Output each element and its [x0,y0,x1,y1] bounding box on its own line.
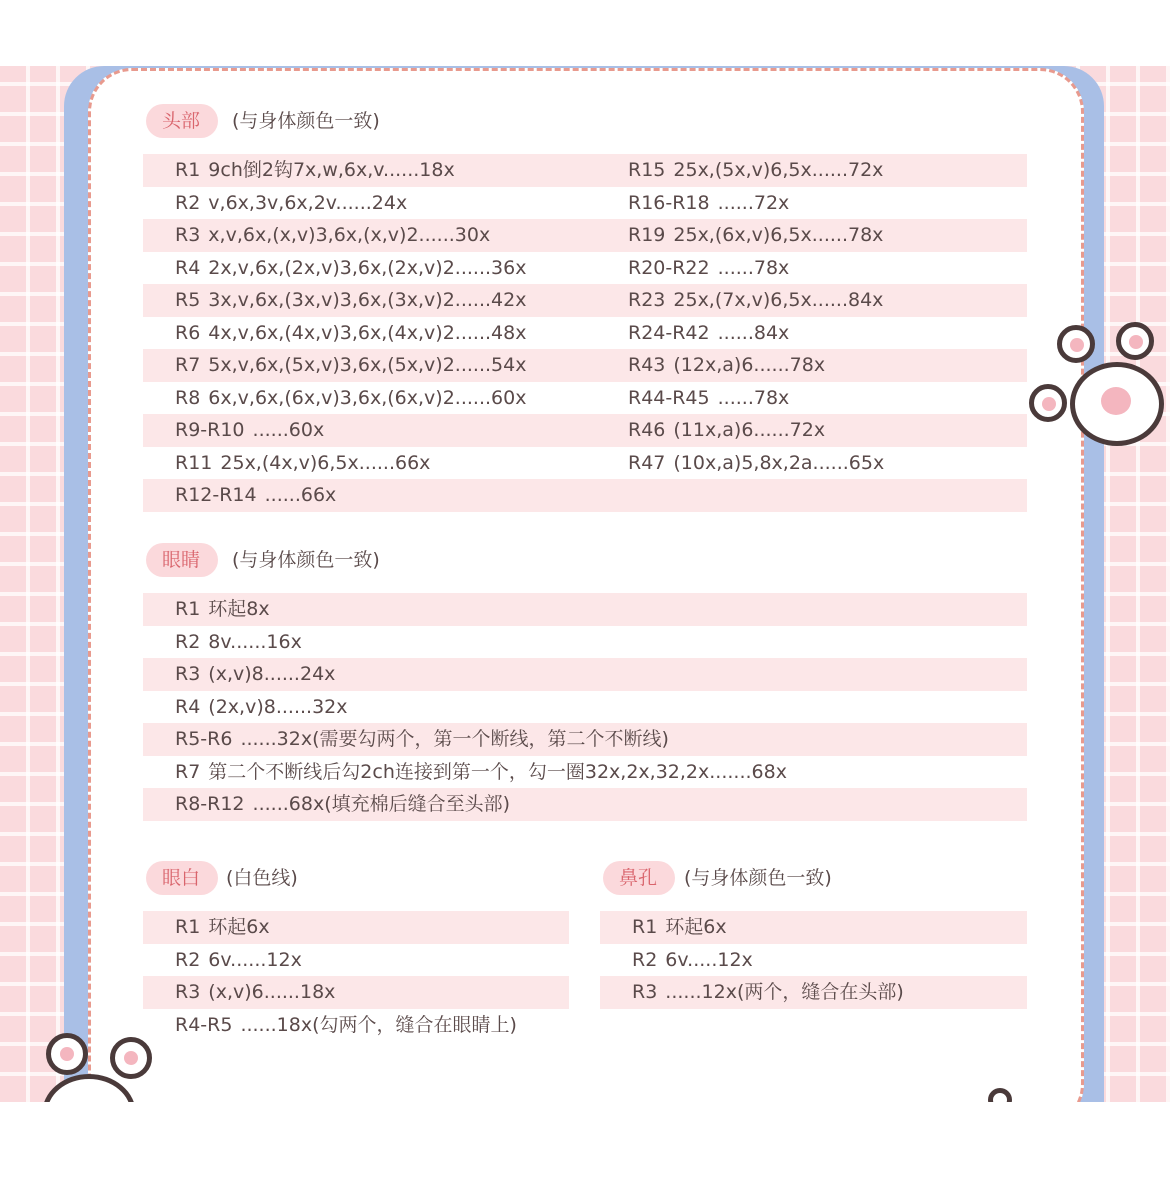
row-label: R3 [175,224,201,246]
row-label: R1 [632,916,658,938]
row-label: R5 [175,289,201,311]
row-right [628,187,789,220]
row-text: (x,v)8......24x [208,663,336,685]
row-text: 9ch倒2钩7x,w,6x,v......18x [208,159,455,181]
row-right [628,447,884,480]
row-right [628,414,825,447]
pattern-row [143,976,569,1009]
row-label: R24-R42 [628,321,710,344]
row-label: R5-R6 [175,728,233,750]
pattern-row [143,317,1027,350]
row-right [628,252,789,285]
row-label: R20-R22 [628,256,710,279]
row-label: R12-R14 [175,484,257,506]
row-left [175,317,526,350]
pattern-row [143,187,1027,220]
paw-toe-icon [110,1037,152,1079]
pattern-row [143,626,1027,659]
row-text: 2x,v,6x,(2x,v)3,6x,(2x,v)2......36x [208,256,527,279]
row-label: R23 [628,289,666,311]
pattern-row [143,911,569,944]
pattern-row [143,382,1027,415]
row-label: R16-R18 [628,191,710,214]
row-label: R4 [175,695,201,718]
section-note-head: (与身体颜色一致) [232,110,380,132]
pattern-row [143,788,1027,821]
section-tag-eye-white: 眼白 [146,861,218,895]
row-text: v,6x,3v,6x,2v......24x [208,191,408,214]
paw-toe-icon [1057,325,1095,363]
row-text: ......72x [717,191,790,214]
row-left [175,479,336,512]
row-text: 6x,v,6x,(6x,v)3,6x,(6x,v)2......60x [208,386,527,409]
row-right [628,317,789,350]
row-right [628,219,883,252]
pattern-row [143,284,1027,317]
row-left [175,349,526,382]
row-text: 5x,v,6x,(5x,v)3,6x,(5x,v)2......54x [208,354,527,376]
row-label: R1 [175,598,201,620]
row-text: (x,v)6......18x [208,981,336,1003]
pattern-row [143,1009,569,1042]
row-label: R4 [175,256,201,279]
row-text: ......78x [717,256,790,279]
row-text: (2x,v)8......32x [208,695,348,718]
pattern-row [600,944,1027,977]
pattern-row [143,691,1027,724]
row-text: 25x,(5x,v)6,5x......72x [673,159,884,181]
pattern-row [143,944,569,977]
pattern-row [143,447,1027,480]
row-text: ......18x(勾两个，缝合在眼睛上) [240,1013,517,1036]
pattern-row [600,976,1027,1009]
row-left [175,154,455,187]
row-label: R2 [632,948,658,971]
row-left [175,284,526,317]
row-label: R8-R12 [175,793,245,815]
row-text: (10x,a)5,8x,2a......65x [673,451,885,474]
row-text: ......78x [717,386,790,409]
row-label: R46 [628,419,666,441]
row-text: ......66x [264,484,337,506]
row-label: R8 [175,386,201,409]
nostril-rows [600,911,1027,1009]
row-label: R1 [175,916,201,938]
paw-toe-icon [46,1033,88,1075]
pattern-row [143,479,1027,512]
pattern-row [143,154,1027,187]
row-text: 6v......12x [208,948,302,971]
row-left [175,414,324,447]
row-text: (11x,a)6......72x [673,419,826,441]
paw-toe-icon [1029,384,1067,422]
row-label: R11 [175,451,213,474]
row-text: ......12x(两个，缝合在头部) [665,981,904,1003]
row-label: R47 [628,451,666,474]
row-text: 25x,(6x,v)6,5x......78x [673,224,884,246]
row-label: R43 [628,354,666,376]
row-label: R3 [175,663,201,685]
row-text: 25x,(7x,v)6,5x......84x [673,289,884,311]
pattern-row [143,349,1027,382]
row-left [175,187,407,220]
row-text: 环起6x [208,916,270,938]
row-text: 25x,(4x,v)6,5x......66x [220,451,431,474]
row-text: 第二个不断线后勾2ch连接到第一个，勾一圈32x,2x,32,2x.......68x [208,760,787,783]
row-text: 环起6x [665,916,727,938]
section-tag-head: 头部 [146,104,218,138]
row-left [175,382,526,415]
row-right [628,284,883,317]
pattern-row [143,593,1027,626]
section-note-eyes: (与身体颜色一致) [232,549,380,571]
row-text: 6v.....12x [665,948,753,971]
row-label: R1 [175,159,201,181]
row-label: R7 [175,760,201,783]
row-label: R7 [175,354,201,376]
section-note-eye-white: (白色线) [226,867,298,889]
row-right [628,154,883,187]
row-text: x,v,6x,(x,v)3,6x,(x,v)2......30x [208,224,491,246]
row-text: 环起8x [208,598,270,620]
row-text: 8v......16x [208,630,302,653]
head-rows [143,154,1027,512]
row-label: R2 [175,191,201,214]
row-right [628,479,636,512]
row-left [175,219,490,252]
row-text: ......60x [252,419,325,441]
paw-toe-icon [1116,322,1154,360]
row-label: R3 [175,981,201,1003]
bottom-margin [0,1102,1170,1190]
row-left [175,447,430,480]
pattern-row [143,219,1027,252]
row-label: R15 [628,159,666,181]
row-label: R2 [175,948,201,971]
pattern-row [143,414,1027,447]
section-tag-eyes: 眼睛 [146,543,218,577]
pattern-row [143,723,1027,756]
row-label: R44-R45 [628,386,710,409]
row-text: 3x,v,6x,(3x,v)3,6x,(3x,v)2......42x [208,289,527,311]
row-text: 4x,v,6x,(4x,v)3,6x,(4x,v)2......48x [208,321,527,344]
row-label: R19 [628,224,666,246]
pattern-row [143,658,1027,691]
eyes-rows [143,593,1027,821]
section-note-nostril: (与身体颜色一致) [684,867,832,889]
pattern-row [600,911,1027,944]
row-label: R9-R10 [175,419,245,441]
section-tag-nostril: 鼻孔 [603,861,675,895]
pattern-row [143,756,1027,789]
row-text: ......68x(填充棉后缝合至头部) [252,793,511,815]
row-right [628,382,789,415]
row-label: R4-R5 [175,1013,233,1036]
row-label: R3 [632,981,658,1003]
row-left [175,252,526,285]
row-text: ......32x(需要勾两个，第一个断线，第二个不断线) [240,728,669,750]
row-label: R6 [175,321,201,344]
paw-decoration-right [1070,362,1164,446]
row-right [628,349,825,382]
eye-white-rows [143,911,569,1041]
row-text: (12x,a)6......78x [673,354,826,376]
pattern-row [143,252,1027,285]
row-text: ......84x [717,321,790,344]
row-label: R2 [175,630,201,653]
